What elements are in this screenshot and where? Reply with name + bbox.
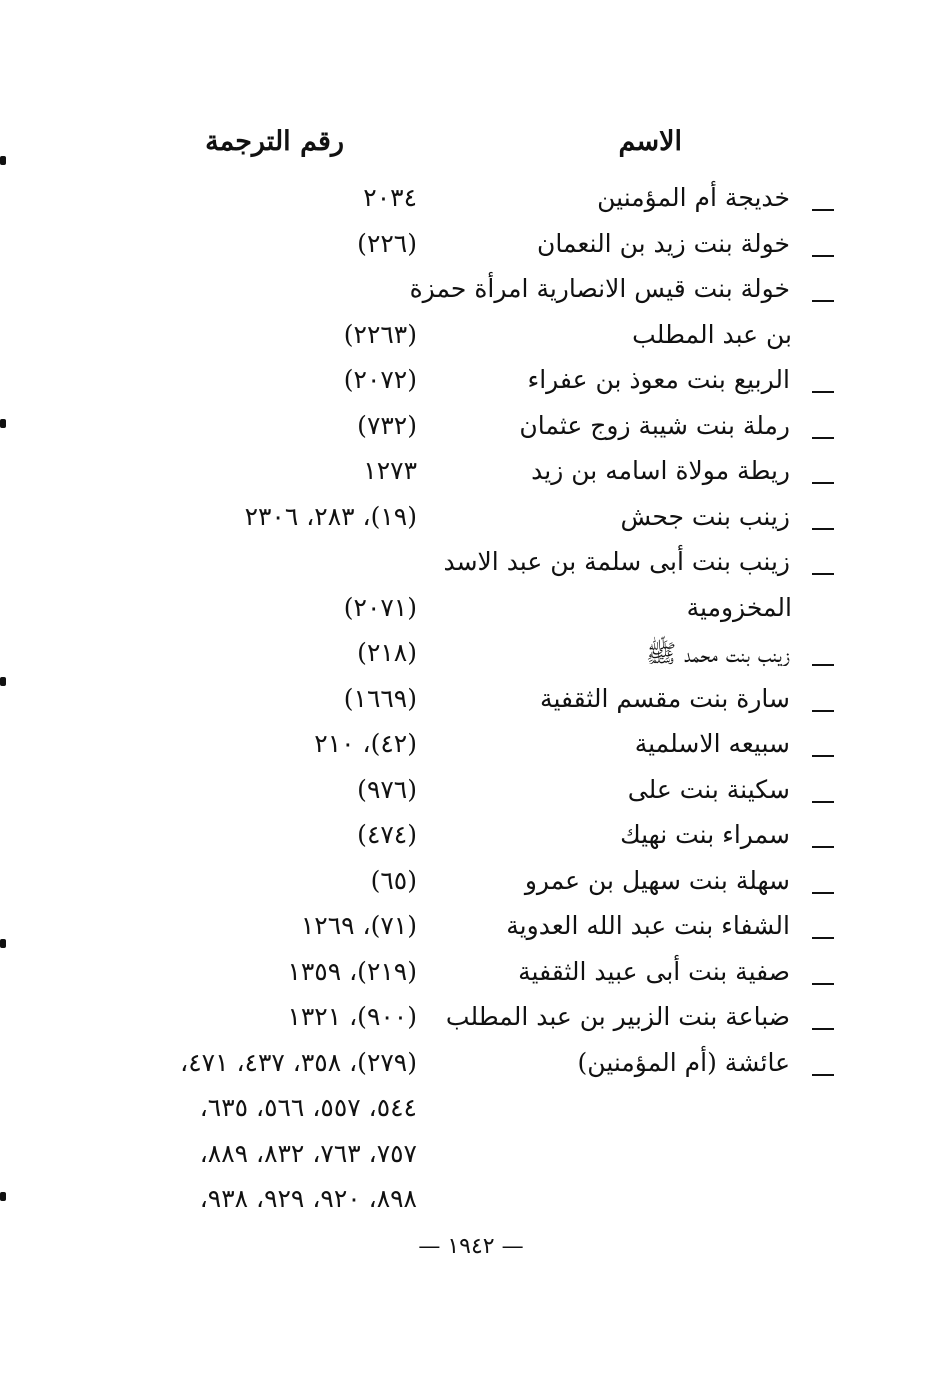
entry-name: سهلة بنت سهيل بن عمرو xyxy=(524,866,790,895)
table-row xyxy=(0,682,942,726)
entry-number: ١٢٧٣ xyxy=(363,456,417,485)
entry-number: (١٩)، ٢٨٣، ٢٣٠٦ xyxy=(244,502,417,531)
entry-dash xyxy=(812,710,834,712)
entry-number: ٨٩٨، ٩٢٠، ٩٢٩، ٩٣٨، xyxy=(199,1184,417,1213)
margin-mark xyxy=(0,677,6,686)
entry-name: عائشة (أم المؤمنين) xyxy=(577,1048,790,1077)
table-row xyxy=(0,864,942,908)
table-row xyxy=(0,227,942,271)
entry-dash xyxy=(812,573,834,575)
entry-number: (٢١٩)، ١٣٥٩ xyxy=(287,957,417,986)
entry-number: (٩٠٠)، ١٣٢١ xyxy=(287,1002,417,1031)
entry-number: (٢٠٧٢) xyxy=(343,365,417,394)
entry-dash xyxy=(812,801,834,803)
entry-dash xyxy=(812,664,834,666)
entry-dash xyxy=(812,937,834,939)
entry-name: خولة بنت قيس الانصارية امرأة حمزة xyxy=(409,274,790,303)
table-row xyxy=(0,818,942,862)
table-row xyxy=(0,1000,942,1044)
entry-name: سارة بنت مقسم الثقفية xyxy=(540,684,790,713)
table-row xyxy=(0,363,942,407)
entry-number: (٢١٨) xyxy=(357,638,417,667)
entry-dash xyxy=(812,209,834,211)
entry-dash xyxy=(812,437,834,439)
entry-name: سكينة بنت على xyxy=(627,775,790,804)
entry-name: سبيعه الاسلمية xyxy=(634,729,790,758)
entry-dash xyxy=(812,1074,834,1076)
entry-number: (٧٣٢) xyxy=(357,411,417,440)
table-row xyxy=(0,1046,942,1090)
margin-mark xyxy=(0,419,6,428)
entry-number: ٢٠٣٤ xyxy=(363,183,417,212)
entry-name: الشفاء بنت عبد الله العدوية xyxy=(506,911,790,940)
entry-name: بن عبد المطلب xyxy=(632,320,792,349)
entry-number: (١٦٦٩) xyxy=(343,684,417,713)
page-number: — ١٩٤٢ — xyxy=(418,1234,524,1259)
entry-dash xyxy=(812,755,834,757)
entry-name: ضباعة بنت الزبير بن عبد المطلب xyxy=(445,1002,790,1031)
entry-dash xyxy=(812,482,834,484)
entry-number: (٢٢٦٣) xyxy=(343,320,417,349)
entry-number: (٤٢)، ٢١٠ xyxy=(314,729,417,758)
table-row xyxy=(0,636,942,680)
table-row xyxy=(0,318,942,362)
table-row xyxy=(0,727,942,771)
table-row xyxy=(0,955,942,999)
entry-name: الربيع بنت معوذ بن عفراء xyxy=(527,365,790,394)
table-row xyxy=(0,454,942,498)
entry-name: زينب بنت جحش xyxy=(620,502,790,531)
margin-mark xyxy=(0,156,6,165)
table-row xyxy=(0,181,942,225)
table-row xyxy=(0,773,942,817)
entry-name: زينب بنت أبى سلمة بن عبد الاسد xyxy=(443,547,790,576)
entry-dash xyxy=(812,846,834,848)
entry-number: ٧٥٧، ٧٦٣، ٨٣٢، ٨٨٩، xyxy=(199,1139,417,1168)
margin-mark xyxy=(0,939,6,948)
entry-name: ريطة مولاة اسامه بن زيد xyxy=(531,456,790,485)
column-header-name: الاسم xyxy=(618,126,682,157)
entry-number: (٢٠٧١) xyxy=(343,593,417,622)
table-row xyxy=(0,500,942,544)
entry-name: زينب بنت محمد ﷺ xyxy=(645,639,790,668)
entry-number: (٧١)، ١٢٦٩ xyxy=(300,911,417,940)
entry-dash xyxy=(812,300,834,302)
table-row xyxy=(0,1091,942,1135)
entry-number: (٤٧٤) xyxy=(357,820,417,849)
entry-number: (٢٧٩)، ٣٥٨، ٤٣٧، ٤٧١، xyxy=(180,1048,417,1077)
table-row xyxy=(0,591,942,635)
entry-number: (٢٢٦) xyxy=(357,229,417,258)
margin-mark xyxy=(0,1192,6,1201)
entry-name: المخزومية xyxy=(686,593,792,622)
column-header-number: رقم الترجمة xyxy=(205,126,344,157)
entry-name: خولة بنت زيد بن النعمان xyxy=(537,229,790,258)
entry-name: سمراء بنت نهيك xyxy=(620,820,790,849)
entry-dash xyxy=(812,255,834,257)
table-row xyxy=(0,545,942,589)
table-row xyxy=(0,909,942,953)
entry-dash xyxy=(812,983,834,985)
entry-dash xyxy=(812,528,834,530)
entry-dash xyxy=(812,892,834,894)
entry-name: رملة بنت شيبة زوج عثمان xyxy=(519,411,790,440)
entry-dash xyxy=(812,391,834,393)
entry-name: صفية بنت أبى عبيد الثقفية xyxy=(518,957,790,986)
table-row xyxy=(0,1182,942,1226)
entry-dash xyxy=(812,1028,834,1030)
entry-number: ٥٤٤، ٥٥٧، ٥٦٦، ٦٣٥، xyxy=(199,1093,417,1122)
entry-number: (٦٥) xyxy=(370,866,417,895)
table-row xyxy=(0,272,942,316)
table-row xyxy=(0,1137,942,1181)
table-row xyxy=(0,409,942,453)
entry-number: (٩٧٦) xyxy=(357,775,417,804)
entry-name: خديجة أم المؤمنين xyxy=(597,183,790,212)
